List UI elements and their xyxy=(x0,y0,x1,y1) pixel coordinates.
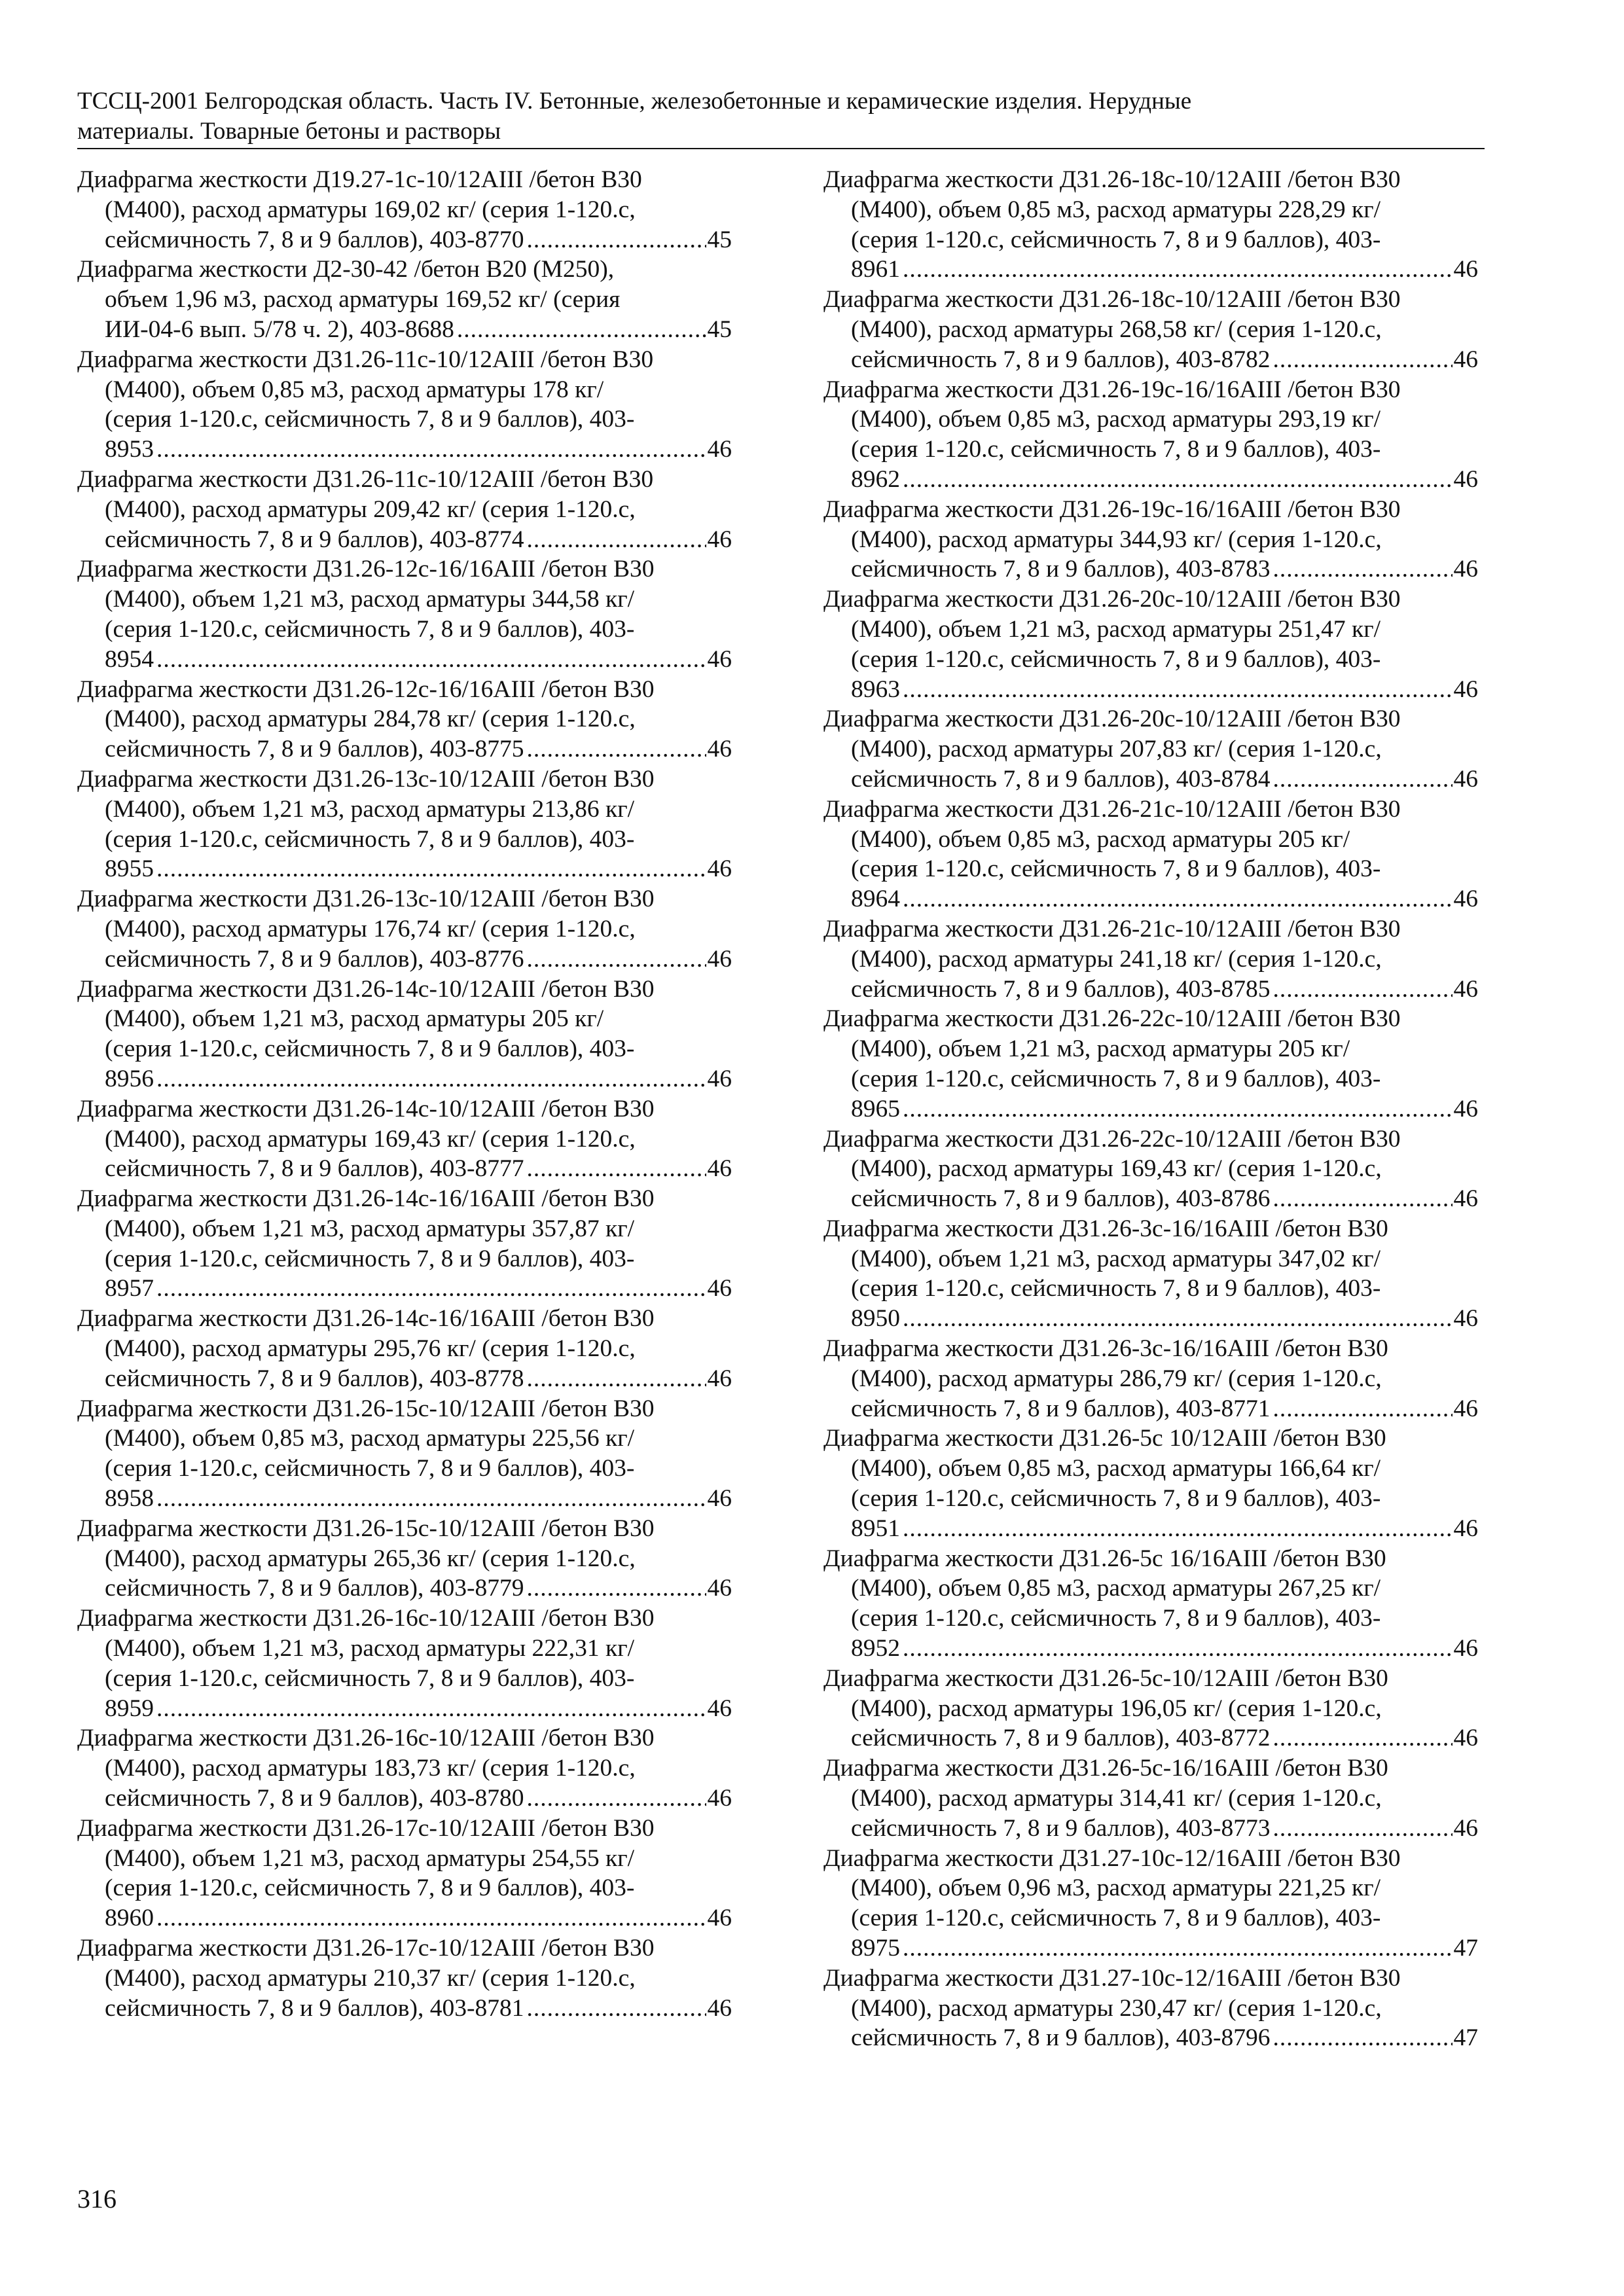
index-entry-line: 8951 xyxy=(851,1515,900,1542)
index-entry-page-ref: 46 xyxy=(707,1065,732,1092)
index-entry-line: (М400), расход арматуры 268,58 кг/ (серия 1-120.с, xyxy=(851,315,1382,343)
index-entry xyxy=(77,1814,732,1933)
index-entry-line: Диафрагма жесткости Д31.26-16с-10/12АIII /бетон В30 xyxy=(77,1725,655,1752)
index-entry-line: Диафрагма жесткости Д31.26-22с-10/12АIII /бетон В30 xyxy=(823,1125,1401,1153)
index-entry-line: Диафрагма жесткости Д31.26-15с-10/12АIII /бетон В30 xyxy=(77,1395,655,1422)
index-entry-line: Диафрагма жесткости Д31.26-20с-10/12АIII /бетон В30 xyxy=(823,586,1401,613)
index-entry-page-ref: 46 xyxy=(707,436,732,463)
index-entry-last-line xyxy=(823,1184,1478,1214)
index-entry xyxy=(823,584,1478,704)
index-entry-line: 8958 xyxy=(105,1485,154,1513)
index-entry-page-ref: 46 xyxy=(707,1785,732,1812)
index-entry-line: (М400), расход арматуры 210,37 кг/ (серия 1-120.с, xyxy=(105,1964,636,1992)
index-entry-last-line xyxy=(823,1723,1478,1753)
index-entry-line: (М400), расход арматуры 295,76 кг/ (серия 1-120.с, xyxy=(105,1335,636,1363)
index-entry-line: (серия 1-120.с, сейсмичность 7, 8 и 9 баллов), 403- xyxy=(105,615,635,643)
dot-leader xyxy=(527,1364,706,1394)
index-entry-last-line xyxy=(77,1274,732,1304)
index-entry-last-line xyxy=(77,225,732,255)
index-entry xyxy=(823,1424,1478,1543)
index-entry-page-ref: 46 xyxy=(1453,256,1478,283)
index-entry-line: (М400), объем 0,85 м3, расход арматуры 228,29 кг/ xyxy=(851,196,1381,223)
index-entry-line: (серия 1-120.с, сейсмичность 7, 8 и 9 баллов), 403- xyxy=(105,1035,635,1063)
index-entry xyxy=(77,1604,732,1723)
index-entry xyxy=(77,255,732,344)
index-entry-last-line xyxy=(823,465,1478,495)
index-entry-line: (М400), расход арматуры 286,79 кг/ (серия 1-120.с, xyxy=(851,1365,1382,1392)
index-entry-last-line xyxy=(77,1903,732,1933)
index-entry xyxy=(823,1004,1478,1124)
index-entry-line: Диафрагма жесткости Д31.26-5с 10/12АIII /бетон В30 xyxy=(823,1425,1386,1452)
index-entry-line: Диафрагма жесткости Д31.26-18с-10/12АIII /бетон В30 xyxy=(823,166,1401,193)
index-entry-line: 8955 xyxy=(105,855,154,883)
index-entry-page-ref: 46 xyxy=(1453,765,1478,793)
index-entry-page-ref: 46 xyxy=(707,1994,732,2022)
index-entry xyxy=(77,764,732,884)
index-entry-last-line xyxy=(823,345,1478,375)
index-entry-line: (серия 1-120.с, сейсмичность 7, 8 и 9 баллов), 403- xyxy=(105,1245,635,1272)
index-entry-last-line xyxy=(823,1814,1478,1844)
dot-leader xyxy=(1273,1184,1453,1214)
dot-leader xyxy=(1273,345,1453,375)
index-entry-line: 8959 xyxy=(105,1695,154,1722)
index-entry-line: сейсмичность 7, 8 и 9 баллов), 403-8786 xyxy=(851,1185,1271,1213)
index-entry-line: Диафрагма жесткости Д31.26-21с-10/12АIII /бетон В30 xyxy=(823,795,1401,823)
index-entry-last-line xyxy=(823,255,1478,285)
dot-leader xyxy=(156,435,706,465)
dot-leader xyxy=(527,1154,706,1184)
index-entry xyxy=(77,465,732,554)
index-entry-line: (серия 1-120.с, сейсмичность 7, 8 и 9 баллов), 403- xyxy=(851,645,1381,673)
index-entry-line: сейсмичность 7, 8 и 9 баллов), 403-8778 xyxy=(105,1365,524,1392)
dot-leader xyxy=(903,1514,1453,1544)
index-entry-last-line xyxy=(77,1484,732,1514)
index-entry-line: (М400), объем 0,85 м3, расход арматуры 293,19 кг/ xyxy=(851,406,1381,433)
index-entry-line: сейсмичность 7, 8 и 9 баллов), 403-8777 xyxy=(105,1155,524,1183)
index-entry xyxy=(77,165,732,255)
running-header-line-1: ТССЦ-2001 Белгородская область. Часть IV. Бетонные, железобетонные и керамические изделия. Нерудные xyxy=(77,88,1192,115)
index-entry-line: (М400), объем 1,21 м3, расход арматуры 205 кг/ xyxy=(105,1005,604,1033)
index-entry-line: объем 1,96 м3, расход арматуры 169,52 кг/ (серия xyxy=(105,286,621,314)
index-entry-last-line xyxy=(823,1304,1478,1334)
index-entry-line: 8960 xyxy=(105,1905,154,1932)
dot-leader xyxy=(156,1903,706,1933)
dot-leader xyxy=(1273,975,1453,1005)
index-entry-last-line xyxy=(823,884,1478,914)
index-entry-line: ИИ-04-6 вып. 5/78 ч. 2), 403-8688 xyxy=(105,315,454,343)
index-entry-page-ref: 46 xyxy=(707,945,732,973)
index-entry xyxy=(77,345,732,465)
index-entry-last-line xyxy=(77,1154,732,1184)
index-entry-page-ref: 46 xyxy=(707,1695,732,1722)
index-entry-page-ref: 46 xyxy=(1453,1725,1478,1752)
index-entry-line: Диафрагма жесткости Д2-30-42 /бетон В20 (М250), xyxy=(77,256,615,283)
index-entry xyxy=(823,1214,1478,1334)
index-entry-last-line xyxy=(823,764,1478,795)
dot-leader xyxy=(1273,554,1453,584)
index-entry-last-line xyxy=(823,1634,1478,1664)
index-entry-line: 8950 xyxy=(851,1305,900,1333)
index-entry xyxy=(823,1964,1478,2053)
index-entry-line: (М400), объем 0,85 м3, расход арматуры 267,25 кг/ xyxy=(851,1575,1381,1602)
dot-leader xyxy=(1273,764,1453,795)
index-entry-line: (М400), объем 0,96 м3, расход арматуры 221,25 кг/ xyxy=(851,1874,1381,1902)
index-entry-line: Диафрагма жесткости Д31.26-13с-10/12АIII /бетон В30 xyxy=(77,886,655,913)
index-entry-line: (М400), расход арматуры 183,73 кг/ (серия 1-120.с, xyxy=(105,1755,636,1782)
index-entry-page-ref: 47 xyxy=(1453,2024,1478,2052)
index-entry-line: Диафрагма жесткости Д31.26-11с-10/12АIII /бетон В30 xyxy=(77,346,654,373)
index-entry-page-ref: 46 xyxy=(1453,1814,1478,1842)
dot-leader xyxy=(527,225,706,255)
index-entry xyxy=(823,375,1478,495)
index-entry-line: (М400), расход арматуры 241,18 кг/ (серия 1-120.с, xyxy=(851,945,1382,973)
index-entry-line: Диафрагма жесткости Д31.26-20с-10/12АIII /бетон В30 xyxy=(823,706,1401,733)
index-entry-line: Диафрагма жесткости Д31.26-14с-16/16АIII /бетон В30 xyxy=(77,1185,655,1213)
index-entry-line: сейсмичность 7, 8 и 9 баллов), 403-8779 xyxy=(105,1575,524,1602)
index-entry-page-ref: 46 xyxy=(707,1365,732,1392)
index-entry-line: (М400), расход арматуры 196,05 кг/ (серия 1-120.с, xyxy=(851,1695,1382,1722)
index-entry-line: Диафрагма жесткости Д31.26-5с-16/16АIII /бетон В30 xyxy=(823,1755,1388,1782)
index-entry-page-ref: 46 xyxy=(707,1575,732,1602)
index-entry-line: (М400), объем 1,21 м3, расход арматуры 357,87 кг/ xyxy=(105,1215,635,1242)
index-entry-line: сейсмичность 7, 8 и 9 баллов), 403-8770 xyxy=(105,226,524,253)
index-entry-line: (серия 1-120.с, сейсмичность 7, 8 и 9 баллов), 403- xyxy=(851,855,1381,883)
index-entry-line: 8965 xyxy=(851,1095,900,1122)
dot-leader xyxy=(457,315,706,345)
index-entry-line: (серия 1-120.с, сейсмичность 7, 8 и 9 баллов), 403- xyxy=(105,825,635,853)
index-entry-line: (М400), объем 1,21 м3, расход арматуры 205 кг/ xyxy=(851,1035,1350,1063)
index-entry xyxy=(77,1394,732,1514)
index-entry-last-line xyxy=(77,1994,732,2024)
index-entry-line: (серия 1-120.с, сейсмичность 7, 8 и 9 баллов), 403- xyxy=(105,1874,635,1902)
index-entry-page-ref: 46 xyxy=(707,1275,732,1302)
index-entry-line: сейсмичность 7, 8 и 9 баллов), 403-8780 xyxy=(105,1785,524,1812)
index-entry-page-ref: 46 xyxy=(1453,1095,1478,1122)
index-entry xyxy=(823,795,1478,914)
dot-leader xyxy=(527,944,706,975)
index-entry-page-ref: 47 xyxy=(1453,1935,1478,1962)
index-column-right xyxy=(823,165,1478,2053)
index-entry-line: 8957 xyxy=(105,1275,154,1302)
index-entry-line: (М400), объем 1,21 м3, расход арматуры 222,31 кг/ xyxy=(105,1635,635,1662)
index-entry-page-ref: 46 xyxy=(1453,1635,1478,1662)
index-entry-line: (М400), расход арматуры 209,42 кг/ (серия 1-120.с, xyxy=(105,495,636,523)
index-entry-page-ref: 46 xyxy=(1453,1185,1478,1213)
index-entry-line: (серия 1-120.с, сейсмичность 7, 8 и 9 баллов), 403- xyxy=(851,226,1381,253)
index-entry-line: сейсмичность 7, 8 и 9 баллов), 403-8775 xyxy=(105,736,524,763)
index-entry-line: (М400), объем 1,21 м3, расход арматуры 254,55 кг/ xyxy=(105,1844,635,1872)
index-entry-line: Диафрагма жесткости Д31.26-12с-16/16АIII /бетон В30 xyxy=(77,556,655,583)
dot-leader xyxy=(1273,1723,1453,1753)
index-entry-line: Диафрагма жесткости Д31.26-19с-16/16АIII /бетон В30 xyxy=(823,495,1401,523)
index-entry-line: (серия 1-120.с, сейсмичность 7, 8 и 9 баллов), 403- xyxy=(851,1605,1381,1632)
index-entry-line: 8975 xyxy=(851,1935,900,1962)
index-entry-line: 8956 xyxy=(105,1065,154,1092)
dot-leader xyxy=(156,1274,706,1304)
index-entry-line: Диафрагма жесткости Д31.26-22с-10/12АIII /бетон В30 xyxy=(823,1005,1401,1033)
index-entry-last-line xyxy=(823,1514,1478,1544)
index-entry-page-ref: 46 xyxy=(1453,346,1478,373)
index-entry-line: сейсмичность 7, 8 и 9 баллов), 403-8785 xyxy=(851,975,1271,1003)
index-entry-last-line xyxy=(77,645,732,675)
index-entry xyxy=(823,1124,1478,1214)
index-entry-last-line xyxy=(77,435,732,465)
index-entry-line: Диафрагма жесткости Д19.27-1с-10/12АIII /бетон В30 xyxy=(77,166,642,193)
index-entry xyxy=(77,1933,732,2023)
index-entry-line: Диафрагма жесткости Д31.26-14с-10/12АIII /бетон В30 xyxy=(77,975,655,1003)
index-entry-last-line xyxy=(823,1394,1478,1424)
index-entry-last-line xyxy=(823,1933,1478,1964)
index-entry-line: (М400), расход арматуры 230,47 кг/ (серия 1-120.с, xyxy=(851,1994,1382,2022)
index-entry-line: Диафрагма жесткости Д31.26-14с-16/16АIII /бетон В30 xyxy=(77,1305,655,1333)
dot-leader xyxy=(903,1634,1453,1664)
index-entry-line: (серия 1-120.с, сейсмичность 7, 8 и 9 баллов), 403- xyxy=(105,1664,635,1692)
index-entry-line: Диафрагма жесткости Д31.26-11с-10/12АIII /бетон В30 xyxy=(77,465,654,493)
index-entry-last-line xyxy=(77,1364,732,1394)
index-entry-line: (М400), объем 0,85 м3, расход арматуры 205 кг/ xyxy=(851,825,1350,853)
index-entry xyxy=(77,884,732,974)
dot-leader xyxy=(903,884,1453,914)
index-entry-page-ref: 46 xyxy=(1453,1305,1478,1333)
index-entry-line: (М400), объем 1,21 м3, расход арматуры 213,86 кг/ xyxy=(105,795,635,823)
index-entry-page-ref: 46 xyxy=(707,526,732,553)
dot-leader xyxy=(527,1784,706,1814)
page-number: 316 xyxy=(77,2184,117,2214)
dot-leader xyxy=(527,525,706,555)
index-entry-line: Диафрагма жесткости Д31.27-10с-12/16АIII /бетон В30 xyxy=(823,1844,1401,1872)
index-entry-line: сейсмичность 7, 8 и 9 баллов), 403-8773 xyxy=(851,1814,1271,1842)
dot-leader xyxy=(903,465,1453,495)
index-entry-line: (М400), объем 0,85 м3, расход арматуры 178 кг/ xyxy=(105,376,604,403)
index-entry-line: Диафрагма жесткости Д31.26-21с-10/12АIII /бетон В30 xyxy=(823,915,1401,942)
index-entry-line: сейсмичность 7, 8 и 9 баллов), 403-8771 xyxy=(851,1395,1271,1422)
dot-leader xyxy=(156,645,706,675)
dot-leader xyxy=(1273,1394,1453,1424)
index-entry-line: 8962 xyxy=(851,465,900,493)
index-entry-line: (серия 1-120.с, сейсмичность 7, 8 и 9 баллов), 403- xyxy=(851,1275,1381,1302)
index-entry-line: (М400), расход арматуры 169,43 кг/ (серия 1-120.с, xyxy=(851,1155,1382,1183)
index-entry-page-ref: 46 xyxy=(1453,1515,1478,1542)
dot-leader xyxy=(527,1573,706,1604)
index-entry-line: Диафрагма жесткости Д31.26-5с-10/12АIII /бетон В30 xyxy=(823,1664,1388,1692)
index-entry-page-ref: 46 xyxy=(707,645,732,673)
dot-leader xyxy=(903,1933,1453,1964)
index-entry-line: (М400), объем 0,85 м3, расход арматуры 166,64 кг/ xyxy=(851,1455,1381,1482)
index-entry-line: (серия 1-120.с, сейсмичность 7, 8 и 9 баллов), 403- xyxy=(105,1455,635,1482)
index-entry-last-line xyxy=(77,1694,732,1724)
index-entry-line: 8964 xyxy=(851,886,900,913)
index-entry xyxy=(823,495,1478,584)
index-entry-line: Диафрагма жесткости Д31.26-3с-16/16АIII /бетон В30 xyxy=(823,1335,1388,1363)
index-entry-line: Диафрагма жесткости Д31.26-17с-10/12АIII /бетон В30 xyxy=(77,1935,655,1962)
index-entry-line: (М400), расход арматуры 169,43 кг/ (серия 1-120.с, xyxy=(105,1125,636,1153)
index-entry-line: Диафрагма жесткости Д31.26-12с-16/16АIII /бетон В30 xyxy=(77,675,655,703)
dot-leader xyxy=(156,1484,706,1514)
index-entry-line: сейсмичность 7, 8 и 9 баллов), 403-8783 xyxy=(851,556,1271,583)
dot-leader xyxy=(903,1094,1453,1124)
dot-leader xyxy=(156,854,706,884)
running-header-line-2: материалы. Товарные бетоны и растворы xyxy=(77,118,501,145)
index-entry xyxy=(823,1753,1478,1843)
index-entry-line: (М400), объем 1,21 м3, расход арматуры 251,47 кг/ xyxy=(851,615,1381,643)
index-entry-line: 8961 xyxy=(851,256,900,283)
dot-leader xyxy=(903,1304,1453,1334)
index-entry-page-ref: 46 xyxy=(1453,556,1478,583)
index-entry-last-line xyxy=(823,975,1478,1005)
index-entry-page-ref: 46 xyxy=(1453,886,1478,913)
index-entry-line: сейсмичность 7, 8 и 9 баллов), 403-8784 xyxy=(851,765,1271,793)
index-entry-line: (М400), объем 0,85 м3, расход арматуры 225,56 кг/ xyxy=(105,1425,635,1452)
index-entry-line: сейсмичность 7, 8 и 9 баллов), 403-8796 xyxy=(851,2024,1271,2052)
index-entry-line: Диафрагма жесткости Д31.26-14с-10/12АIII /бетон В30 xyxy=(77,1095,655,1122)
dot-leader xyxy=(527,734,706,764)
dot-leader xyxy=(1273,1814,1453,1844)
index-entry-line: (М400), расход арматуры 344,93 кг/ (серия 1-120.с, xyxy=(851,526,1382,553)
index-entry-line: (М400), расход арматуры 265,36 кг/ (серия 1-120.с, xyxy=(105,1545,636,1572)
index-entry-line: 8953 xyxy=(105,436,154,463)
index-entry-line: Диафрагма жесткости Д31.27-10с-12/16АIII /бетон В30 xyxy=(823,1964,1401,1992)
index-entry xyxy=(823,1334,1478,1424)
index-entry xyxy=(77,1184,732,1304)
index-entry-last-line xyxy=(77,854,732,884)
index-entry-last-line xyxy=(77,315,732,345)
index-entry-line: (серия 1-120.с, сейсмичность 7, 8 и 9 баллов), 403- xyxy=(105,406,635,433)
index-entry-page-ref: 46 xyxy=(707,855,732,883)
index-entry-line: (серия 1-120.с, сейсмичность 7, 8 и 9 баллов), 403- xyxy=(851,1065,1381,1092)
index-entry-page-ref: 46 xyxy=(1453,975,1478,1003)
index-entry-line: (М400), расход арматуры 169,02 кг/ (серия 1-120.с, xyxy=(105,196,636,223)
index-entry-line: сейсмичность 7, 8 и 9 баллов), 403-8772 xyxy=(851,1725,1271,1752)
index-entry xyxy=(823,914,1478,1004)
index-entry-last-line xyxy=(823,2023,1478,2053)
index-entry-line: (М400), расход арматуры 207,83 кг/ (серия 1-120.с, xyxy=(851,736,1382,763)
index-entry-line: Диафрагма жесткости Д31.26-18с-10/12АIII /бетон В30 xyxy=(823,286,1401,314)
index-entry-line: Диафрагма жесткости Д31.26-17с-10/12АIII /бетон В30 xyxy=(77,1814,655,1842)
index-entry xyxy=(77,554,732,674)
index-entry-line: Диафрагма жесткости Д31.26-3с-16/16АIII /бетон В30 xyxy=(823,1215,1388,1242)
dot-leader xyxy=(1273,2023,1453,2053)
index-entry-line: Диафрагма жесткости Д31.26-16с-10/12АIII /бетон В30 xyxy=(77,1605,655,1632)
index-entry xyxy=(823,1844,1478,1964)
index-entry-line: Диафрагма жесткости Д31.26-5с 16/16АIII /бетон В30 xyxy=(823,1545,1386,1572)
running-header xyxy=(77,86,1485,149)
index-entry-page-ref: 45 xyxy=(707,226,732,253)
index-entry-page-ref: 46 xyxy=(1453,1395,1478,1422)
index-entry xyxy=(823,285,1478,374)
index-entry-line: сейсмичность 7, 8 и 9 баллов), 403-8782 xyxy=(851,346,1271,373)
index-entry-line: (М400), расход арматуры 314,41 кг/ (серия 1-120.с, xyxy=(851,1785,1382,1812)
dot-leader xyxy=(527,1994,706,2024)
index-entry-page-ref: 46 xyxy=(707,1485,732,1513)
index-entry xyxy=(77,1723,732,1813)
index-entry-last-line xyxy=(823,675,1478,705)
index-entry xyxy=(823,704,1478,794)
index-entry-line: (М400), расход арматуры 284,78 кг/ (серия 1-120.с, xyxy=(105,706,636,733)
index-entry-page-ref: 46 xyxy=(707,736,732,763)
index-entry-line: Диафрагма жесткости Д31.26-19с-16/16АIII /бетон В30 xyxy=(823,376,1401,403)
index-entry xyxy=(77,1094,732,1184)
index-entry xyxy=(823,1544,1478,1664)
index-entry-line: (М400), расход арматуры 176,74 кг/ (серия 1-120.с, xyxy=(105,915,636,942)
index-entry-line: 8954 xyxy=(105,645,154,673)
dot-leader xyxy=(903,255,1453,285)
index-entry-line: 8952 xyxy=(851,1635,900,1662)
index-entry-line: (М400), объем 1,21 м3, расход арматуры 344,58 кг/ xyxy=(105,586,635,613)
index-entry-line: 8963 xyxy=(851,675,900,703)
index-entry-page-ref: 45 xyxy=(707,315,732,343)
index-entry xyxy=(823,1664,1478,1753)
index-entry-last-line xyxy=(823,554,1478,584)
index-entry-line: Диафрагма жесткости Д31.26-13с-10/12АIII /бетон В30 xyxy=(77,765,655,793)
index-entry-line: сейсмичность 7, 8 и 9 баллов), 403-8776 xyxy=(105,945,524,973)
dot-leader xyxy=(156,1694,706,1724)
index-entry xyxy=(77,675,732,764)
index-column-left xyxy=(77,165,732,2023)
index-entry xyxy=(823,165,1478,285)
dot-leader xyxy=(156,1064,706,1094)
index-entry xyxy=(77,1304,732,1393)
index-entry-last-line xyxy=(77,525,732,555)
index-entry-line: (серия 1-120.с, сейсмичность 7, 8 и 9 баллов), 403- xyxy=(851,1905,1381,1932)
index-entry xyxy=(77,1514,732,1604)
index-entry-last-line xyxy=(77,734,732,764)
index-entry-last-line xyxy=(77,944,732,975)
index-entry-page-ref: 46 xyxy=(1453,465,1478,493)
index-entry-page-ref: 46 xyxy=(1453,675,1478,703)
index-entry-last-line xyxy=(77,1064,732,1094)
index-entry-line: сейсмичность 7, 8 и 9 баллов), 403-8774 xyxy=(105,526,524,553)
index-entry xyxy=(77,975,732,1094)
index-entry-last-line xyxy=(77,1573,732,1604)
index-entry-line: Диафрагма жесткости Д31.26-15с-10/12АIII /бетон В30 xyxy=(77,1515,655,1542)
dot-leader xyxy=(903,675,1453,705)
index-entry-last-line xyxy=(823,1094,1478,1124)
index-entry-line: (серия 1-120.с, сейсмичность 7, 8 и 9 баллов), 403- xyxy=(851,436,1381,463)
index-entry-line: (М400), объем 1,21 м3, расход арматуры 347,02 кг/ xyxy=(851,1245,1381,1272)
index-entry-line: сейсмичность 7, 8 и 9 баллов), 403-8781 xyxy=(105,1994,524,2022)
index-entry-last-line xyxy=(77,1784,732,1814)
index-entry-line: (серия 1-120.с, сейсмичность 7, 8 и 9 баллов), 403- xyxy=(851,1485,1381,1513)
index-entry-page-ref: 46 xyxy=(707,1905,732,1932)
index-entry-page-ref: 46 xyxy=(707,1155,732,1183)
